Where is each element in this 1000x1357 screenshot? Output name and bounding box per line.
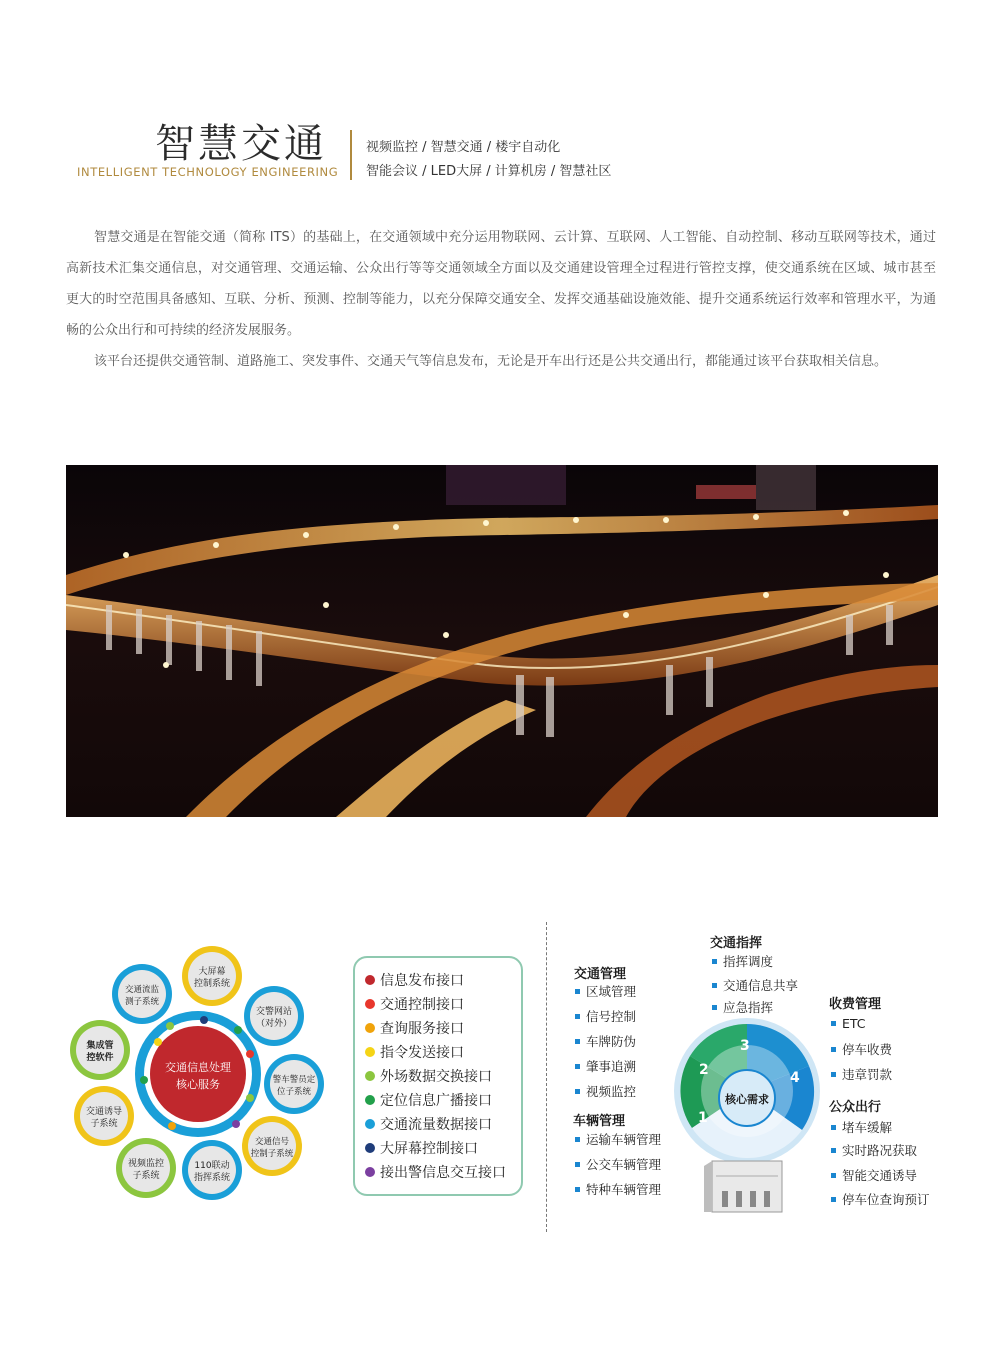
svg-text:子系统: 子系统 xyxy=(132,1171,160,1181)
svg-text:交警网站: 交警网站 xyxy=(255,1007,293,1017)
svg-text:大屏幕: 大屏幕 xyxy=(198,967,226,977)
list-item: ETC xyxy=(831,1016,866,1031)
interface-item: 交通控制接口 xyxy=(365,994,464,1014)
bullet-dot-icon xyxy=(365,1119,375,1129)
bullet-dot-icon xyxy=(365,1047,375,1057)
highway-interchange-photo xyxy=(66,465,938,817)
list-item: 肇事追溯 xyxy=(575,1057,636,1075)
interface-item: 指令发送接口 xyxy=(365,1042,464,1062)
intro-paragraph-2: 该平台还提供交通管制、道路施工、突发事件、交通天气等信息发布，无论是开车出行还是公共交通出行，都能通过该平台获取相关信息。 xyxy=(94,354,888,369)
svg-text:交通信号: 交通信号 xyxy=(254,1137,290,1147)
svg-text:110联动: 110联动 xyxy=(194,1161,230,1171)
list-item: 堵车缓解 xyxy=(831,1118,892,1136)
segment-number-3: 3 xyxy=(740,1038,750,1054)
group-title-public: 公众出行 xyxy=(829,1100,882,1115)
intro-paragraph-1: 智慧交通是在智能交通（简称 ITS）的基础上，在交通领域中充分运用物联网、云计算、互联网、人工智能、自动控制、移动互联网等技术，通过高新技术汇集交通信息，对交通管理、交通运输、公众出行等等交通领域全方面以及交通建设管理全过程进行管控支撑，使交通系统在区域、城市甚至更大的时空范围具备感知、互联、分析、预测、控制等能力，以充分保障交通安全、发挥交通基础设施效能、提升交通系统运行效率和管理水平，为通畅的公众出行和可持续的经济发展服务。 xyxy=(66,230,936,338)
svg-text:位子系统: 位子系统 xyxy=(276,1087,312,1097)
group-title-vehicle: 车辆管理 xyxy=(573,1114,626,1129)
svg-text:交通流监: 交通流监 xyxy=(124,985,160,995)
list-item: 停车收费 xyxy=(831,1040,892,1058)
svg-text:测子系统: 测子系统 xyxy=(124,997,160,1007)
svg-text:控软件: 控软件 xyxy=(86,1053,114,1063)
svg-text:交通诱导: 交通诱导 xyxy=(85,1107,123,1117)
list-item: 特种车辆管理 xyxy=(575,1180,661,1198)
segment-number-1: 1 xyxy=(698,1110,708,1126)
list-item: 视频监控 xyxy=(575,1082,636,1100)
group-title-command: 交通指挥 xyxy=(710,936,763,951)
header-divider xyxy=(350,130,352,180)
segment-number-4: 4 xyxy=(790,1070,800,1086)
hub-node-video-monitor xyxy=(116,1138,176,1198)
bullet-dot-icon xyxy=(365,1095,375,1105)
hub-center-line-1: 交通信息处理 xyxy=(165,1061,231,1074)
hub-node-integrated-software xyxy=(70,1020,130,1080)
core-needs-center: 核心需求 xyxy=(725,1093,769,1106)
page-title: 智慧交通 xyxy=(155,121,327,167)
hub-node-police-locate xyxy=(264,1054,324,1114)
svg-text:视频监控: 视频监控 xyxy=(127,1159,165,1169)
list-item: 违章罚款 xyxy=(831,1065,892,1083)
svg-text:控制系统: 控制系统 xyxy=(193,979,231,989)
interface-item: 定位信息广播接口 xyxy=(365,1090,492,1110)
page-subtitle: INTELLIGENT TECHNOLOGY ENGINEERING xyxy=(77,165,339,179)
hub-center-line-2: 核心服务 xyxy=(176,1078,220,1091)
section-divider xyxy=(546,922,547,1232)
hub-node-signal-control xyxy=(242,1116,302,1176)
list-item: 应急指挥 xyxy=(712,998,773,1016)
hub-node-flow-monitor xyxy=(112,964,172,1024)
interface-item: 信息发布接口 xyxy=(365,970,464,990)
list-item: 交通信息共享 xyxy=(712,976,798,994)
hub-node-police-website xyxy=(244,986,304,1046)
bullet-dot-icon xyxy=(365,1167,375,1177)
svg-text:（对外）: （对外） xyxy=(255,1019,293,1029)
bullet-dot-icon xyxy=(365,1071,375,1081)
interface-item: 交通流量数据接口 xyxy=(365,1114,492,1134)
hub-node-110-command xyxy=(182,1140,242,1200)
interface-list-box xyxy=(353,956,523,1196)
segment-number-2: 2 xyxy=(699,1062,709,1078)
svg-text:警车警员定: 警车警员定 xyxy=(272,1075,316,1085)
interface-item: 大屏幕控制接口 xyxy=(365,1138,478,1158)
group-title-management: 交通管理 xyxy=(574,967,627,982)
list-item: 智能交通诱导 xyxy=(831,1166,917,1184)
svg-text:控制子系统: 控制子系统 xyxy=(250,1149,294,1159)
list-item: 指挥调度 xyxy=(712,952,773,970)
svg-text:集成管: 集成管 xyxy=(86,1041,114,1051)
bullet-dot-icon xyxy=(365,1143,375,1153)
list-item: 区域管理 xyxy=(575,982,636,1000)
hub-diagram xyxy=(60,946,342,1202)
list-item: 停车位查询预订 xyxy=(831,1190,930,1208)
list-item: 车牌防伪 xyxy=(575,1032,636,1050)
hub-node-big-screen xyxy=(182,946,242,1006)
building-icon xyxy=(704,1161,782,1212)
interface-item: 外场数据交换接口 xyxy=(365,1066,492,1086)
tagline-line-1: 视频监控 / 智慧交通 / 楼宇自动化 xyxy=(366,140,561,155)
group-title-toll: 收费管理 xyxy=(829,997,882,1012)
interface-item: 接出警信息交互接口 xyxy=(365,1162,506,1182)
bullet-dot-icon xyxy=(365,975,375,985)
svg-text:指挥系统: 指挥系统 xyxy=(193,1173,231,1183)
core-needs-wheel xyxy=(672,1016,822,1216)
list-item: 公交车辆管理 xyxy=(575,1155,661,1173)
hub-node-traffic-guide xyxy=(74,1086,134,1146)
tagline-line-2: 智能会议 / LED大屏 / 计算机房 / 智慧社区 xyxy=(366,164,612,179)
svg-text:子系统: 子系统 xyxy=(90,1119,118,1129)
list-item: 实时路况获取 xyxy=(831,1141,917,1159)
interface-item: 查询服务接口 xyxy=(365,1018,464,1038)
hub-center xyxy=(150,1026,246,1122)
bullet-dot-icon xyxy=(365,999,375,1009)
bullet-dot-icon xyxy=(365,1023,375,1033)
list-item: 运输车辆管理 xyxy=(575,1130,661,1148)
list-item: 信号控制 xyxy=(575,1007,636,1025)
